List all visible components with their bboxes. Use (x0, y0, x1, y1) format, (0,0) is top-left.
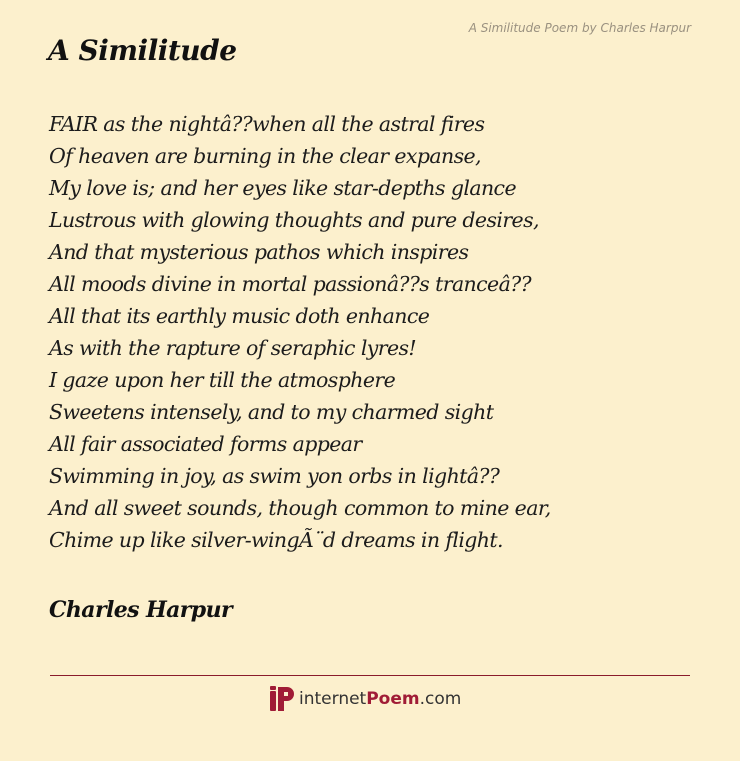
poem-line: I gaze upon her till the atmosphere (49, 368, 396, 392)
brand-bold: Poem (366, 689, 420, 709)
poem-line: Of heaven are burning in the clear expanse, (49, 144, 481, 168)
poem-line: Sweetens intensely, and to my charmed sight (49, 400, 494, 424)
footer-divider (50, 675, 690, 676)
poem-line: FAIR as the nightâ??when all the astral fires (49, 112, 485, 136)
poem-line: Chime up like silver-wingÃ¨d dreams in flight. (49, 528, 503, 552)
site-brand-name (299, 689, 461, 709)
poem-title: A Similitude (48, 34, 237, 67)
poem-line: All that its earthly music doth enhance (49, 304, 430, 328)
ip-logo-icon (270, 686, 295, 712)
poem-line: And that mysterious pathos which inspires (49, 240, 469, 264)
poem-line: My love is; and her eyes like star-depths glance (49, 176, 516, 200)
poem-line: As with the rapture of seraphic lyres! (49, 336, 417, 360)
poem-line: And all sweet sounds, though common to mine ear, (49, 496, 551, 520)
poem-body (49, 108, 551, 556)
brand-suffix: .com (419, 689, 462, 709)
site-brand-link[interactable] (270, 686, 461, 712)
brand-prefix: internet (299, 689, 367, 709)
poem-line: All fair associated forms appear (49, 432, 362, 456)
poem-line: Swimming in joy, as swim yon orbs in lightâ?? (49, 464, 500, 488)
poem-attribution: A Similitude Poem by Charles Harpur (468, 21, 691, 35)
poem-line: Lustrous with glowing thoughts and pure desires, (49, 208, 539, 232)
poem-line: All moods divine in mortal passionâ??s tranceâ?? (49, 272, 531, 296)
poem-author: Charles Harpur (49, 597, 232, 623)
